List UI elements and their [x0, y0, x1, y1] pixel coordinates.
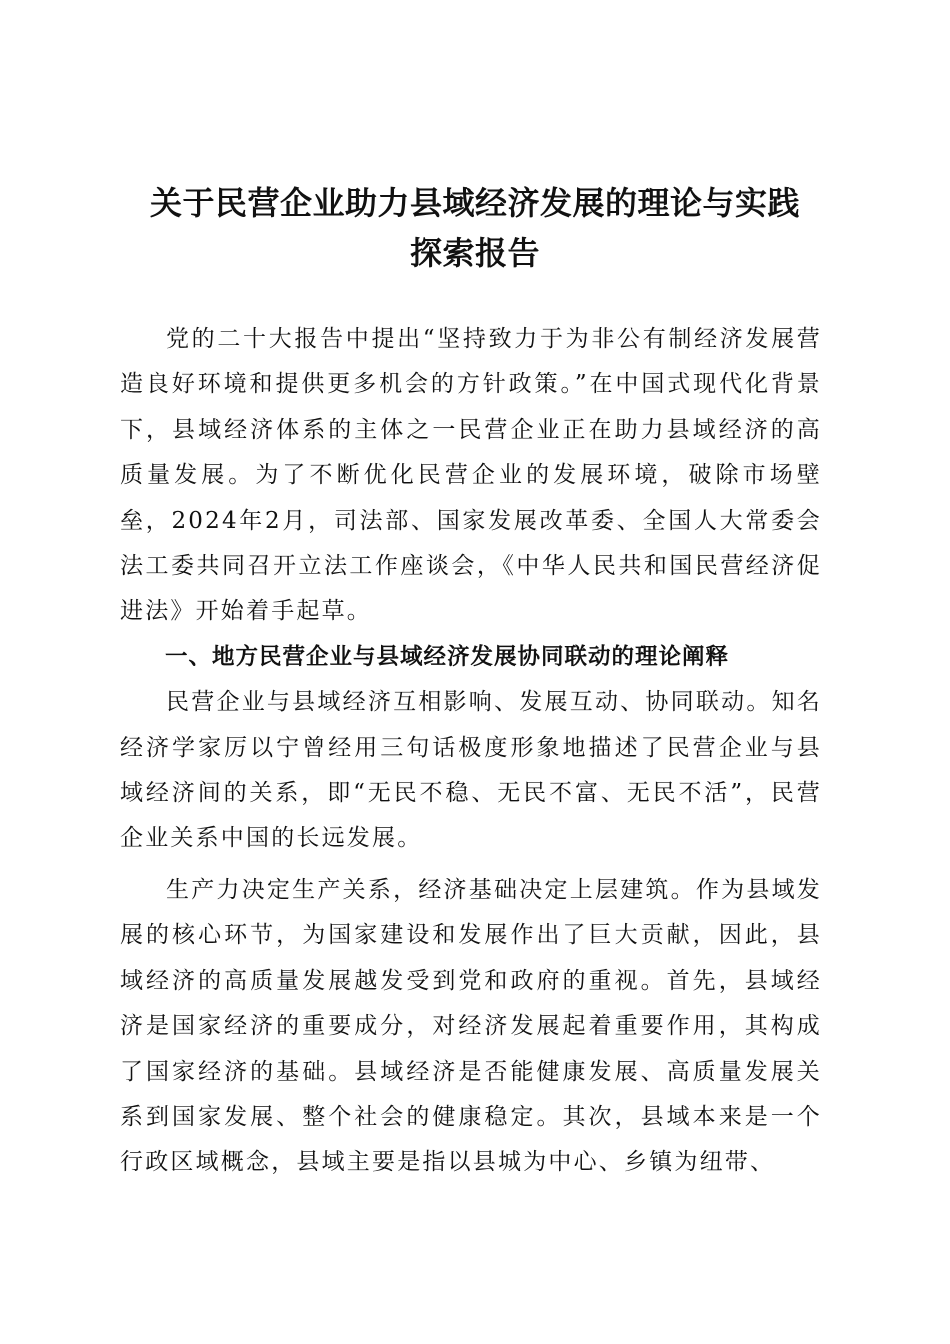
document-body [120, 317, 822, 1186]
body-paragraph: 民营企业与县域经济互相影响、发展互动、协同联动。知名经济学家厉以宁曾经用三句话极度形象地描述了民营企业与县域经济间的关系，即“无民不稳、无民不富、无民不活”，民营企业关系中国的长远发展。 [120, 689, 822, 852]
body-paragraph: 生产力决定生产关系，经济基础决定上层建筑。作为县域发展的核心环节，为国家建设和发展作出了巨大贡献，因此，县域经济的高质量发展越发受到党和政府的重视。首先，县域经济是国家经济的重要成分，对经济发展起着重要作用，其构成了国家经济的基础。县域经济是否能健康发展、高质量发展关系到国家发展、整个社会的健康稳定。其次，县域本来是一个行政区域概念，县域主要是指以县城为中心、乡镇为纽带、 [120, 876, 822, 1176]
title-line-2: 探索报告 [409, 234, 540, 272]
document-title [100, 178, 850, 278]
title-line-1: 关于民营企业助力县域经济发展的理论与实践 [149, 184, 800, 222]
intro-paragraph: 党的二十大报告中提出“坚持致力于为非公有制经济发展营造良好环境和提供更多机会的方针政策。”在中国式现代化背景下，县域经济体系的主体之一民营企业正在助力县域经济的高质量发展。为了不断优化民营企业的发展环境，破除市场壁垒，2024年2月，司法部、国家发展改革委、全国人大常委会法工委共同召开立法工作座谈会，《中华人民共和国民营经济促进法》开始着手起草。 [120, 326, 822, 625]
section-heading: 一、地方民营企业与县域经济发展协同联动的理论阐释 [165, 643, 730, 670]
